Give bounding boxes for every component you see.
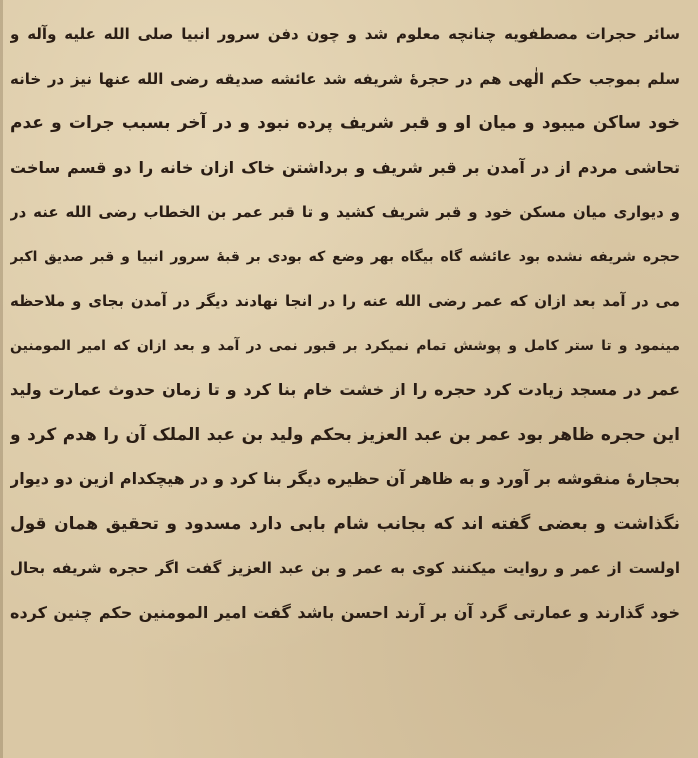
persian-text-block xyxy=(10,12,680,635)
text-line: تحاشی مردم از در آمدن بر قبر شریف و برداشتن خاک ازان خانه را دو قسم ساخت xyxy=(10,157,680,177)
text-line: و دیواری میان مسکن خود و قبر شریف کشید و تا قبر عمر بن الخطاب رضی الله عنه در xyxy=(10,203,680,221)
text-line: این حجره ظاهر بود عمر بن عبد العزیز بحکم ولید بن عبد الملک آن را هدم کرد و xyxy=(10,424,680,445)
text-line: خود گذارند و عمارتی گرد آن بر آرند احسن باشد گفت امیر المومنین حکم چنین کرده xyxy=(10,602,680,622)
page-edge-shadow xyxy=(0,0,3,758)
text-line: اولست از عمر و روایت میکنند کوی به عمر و بن عبد العزیز گفت اگر حجره شریفه بحال xyxy=(10,559,680,577)
text-line: سلم بموجب حکم الٰهی هم در حجرهٔ شریفه شد عائشه صدیقه رضی الله عنها نیز در خانه xyxy=(10,69,680,88)
text-line: سائر حجرات مصطفویه چنانچه معلوم شد و چون دفن سرور انبیا صلی الله علیه وآله و xyxy=(10,25,680,43)
text-line: نگذاشت و بعضی گفته اند که بجانب شام بابی دارد مسدود و تحقیق همان قول xyxy=(10,513,680,534)
text-line: عمر در مسجد زیادت کرد حجره را از خشت خام بنا کرد و تا زمان حدوث عمارت ولید xyxy=(10,380,680,399)
text-line: بحجارهٔ منقوشه بر آورد و به ظاهر آن حظیره دیگر بنا کرد و در هیچکدام ازین دو دیوار xyxy=(10,469,680,488)
text-line: حجره شریفه نشده بود عائشه گاه بیگاه بهر وضع که بودی بر قبهٔ سرور انبیا و قبر صدیق اکبر xyxy=(10,248,680,265)
text-line: مینمود و تا ستر کامل و پوشش تمام نمیکرد بر قبور نمی در آمد و بعد ازان که امیر المومنین xyxy=(10,337,680,354)
text-line: می در آمد بعد ازان که عمر رضی الله عنه را در انجا نهادند دیگر در آمدن بجای و ملاحظه xyxy=(10,292,680,310)
text-line: خود ساکن میبود و میان او و قبر شریف پرده نبود و در آخر بسبب جرات و عدم xyxy=(10,113,680,133)
